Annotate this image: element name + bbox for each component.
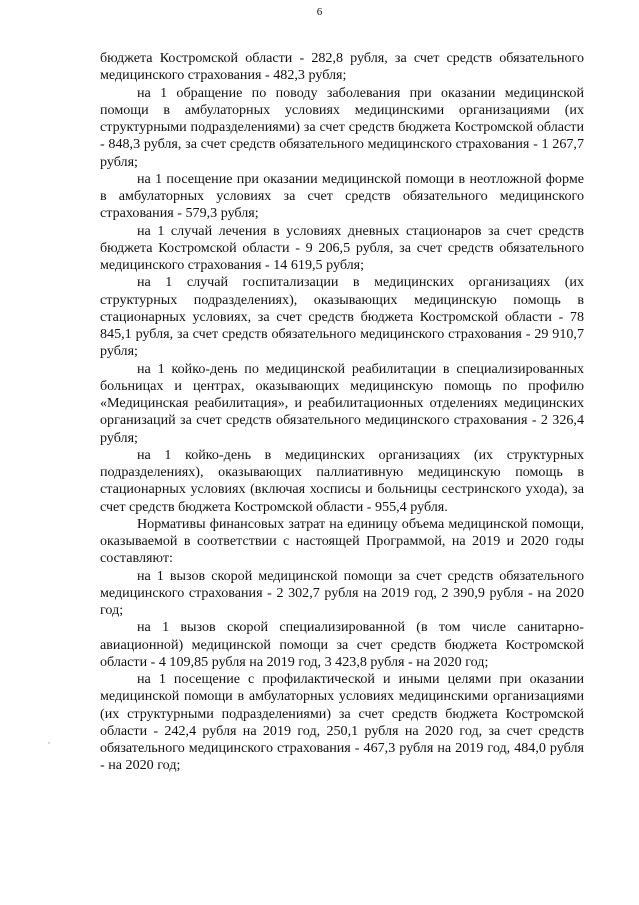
paragraph: на 1 койко-день в медицинских организациях (их структурных подразделениях), оказывающих паллиативную медицинскую помощь в стационарных условиях (включая хосписы и больницы сестринского ухода), за счет средств бюджета Костромской области - 955,4 рубля. <box>100 446 584 515</box>
paragraph: на 1 случай лечения в условиях дневных стационаров за счет средств бюджета Костромской области - 9 206,5 рубля, за счет средств обязательного медицинского страхования - 14 619,5 рубля; <box>100 222 584 273</box>
paragraph: на 1 обращение по поводу заболевания при оказании медицинской помощи в амбулаторных условиях медицинскими организациями (их структурными подразделениями) за счет средств бюджета Костромской области - 848,3 рубля, за счет средств обязательного медицинского страхования - 1 267,7 рубля; <box>100 84 584 170</box>
paragraph: на 1 вызов скорой медицинской помощи за счет средств обязательного медицинского страхования - 2 302,7 рубля на 2019 год, 2 390,9 рубля - на 2020 год; <box>100 567 584 618</box>
paragraph: бюджета Костромской области - 282,8 рубля, за счет средств обязательного медицинского страхования - 482,3 рубля; <box>100 50 584 84</box>
page-number: 6 <box>316 6 323 18</box>
paragraph: на 1 вызов скорой специализированной (в том числе санитарно-авиационной) медицинской помощи за счет средств бюджета Костромской области - 4 109,85 рубля на 2019 год, 3 423,8 рубля - на 2020 год; <box>100 619 584 670</box>
paragraph: на 1 посещение при оказании медицинской помощи в неотложной форме в амбулаторных условиях за счет средств обязательного медицинского страхования - 579,3 рубля; <box>100 170 584 222</box>
scan-artifact-dot <box>48 742 50 744</box>
paragraph: Нормативы финансовых затрат на единицу объема медицинской помощи, оказываемой в соответствии с настоящей Программой, на 2019 и 2020 годы составляют: <box>100 515 584 567</box>
paragraph: на 1 случай госпитализации в медицинских организациях (их структурных подразделениях), оказывающих медицинскую помощь в стационарных условиях, за счет средств бюджета Костромской области - 78 845,1 рубля, за счет средств обязательного медицинского страхования - 29 910,7 рубля; <box>100 274 584 360</box>
paragraph: на 1 койко-день по медицинской реабилитации в специализированных больницах и центрах, оказывающих медицинскую помощь по профилю «Медицинская реабилитация», и реабилитационных отделениях медицинских организаций за счет средств обязательного медицинского страхования - 2 326,4 рубля; <box>100 360 584 446</box>
paragraph: на 1 посещение с профилактической и иными целями при оказании медицинской помощи в амбулаторных условиях медицинскими организациями (их структурными подразделениями) за счет средств бюджета Костромской области - 242,4 рубля на 2019 год, 250,1 рубля на 2020 год, за счет средств обязательного медицинского страхования - 467,3 рубля на 2019 год, 484,0 рубля - на 2020 год; <box>100 671 584 774</box>
document-body <box>100 50 584 775</box>
